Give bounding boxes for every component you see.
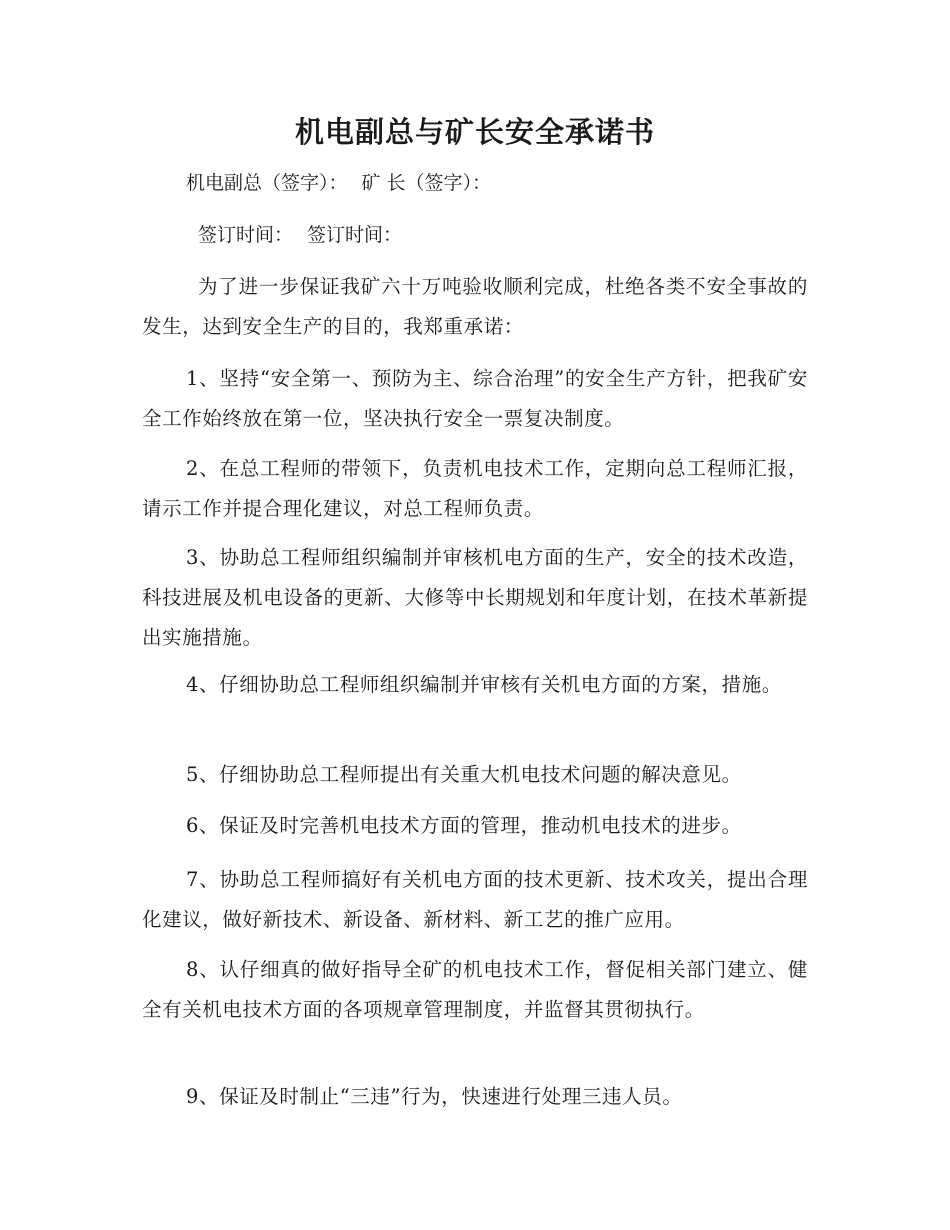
signature-row (186, 170, 491, 196)
commitment-item-6: 6、保证及时完善机电技术方面的管理，推动机电技术的进步。 (186, 814, 742, 837)
document-title: 机电副总与矿长安全承诺书 (294, 115, 655, 149)
mine-director-signature-label: 矿 长（签字）： (361, 172, 492, 194)
commitment-item-2: 2、在总工程师的带领下，负责机电技术工作，定期向总工程师汇报，请示工作并提合理化建议，对总工程师负责。 (142, 457, 808, 520)
mine-director-date-label: 签订时间： (307, 224, 403, 246)
deputy-signature-label: 机电副总（签字）： (186, 172, 348, 194)
commitment-item-9: 9、保证及时制止“三违”行为，快速进行处理三违人员。 (186, 1085, 683, 1108)
intro-paragraph: 为了进一步保证我矿六十万吨验收顺利完成，杜绝各类不安全事故的发生，达到安全生产的目的，我郑重承诺： (142, 275, 808, 338)
commitment-item-4: 4、仔细协助总工程师组织编制并审核有关机电方面的方案，措施。 (186, 673, 782, 696)
deputy-date-label: 签订时间： (198, 224, 294, 246)
commitment-item-5: 5、仔细协助总工程师提出有关重大机电技术问题的解决意见。 (186, 763, 742, 786)
date-row (198, 222, 402, 248)
commitment-item-1: 1、坚持“安全第一、预防为主、综合治理”的安全生产方针，把我矿安全工作始终放在第一位，坚决执行安全一票复决制度。 (142, 367, 808, 430)
commitment-item-7: 7、协助总工程师搞好有关机电方面的技术更新、技术攻关，提出合理化建议，做好新技术、新设备、新材料、新工艺的推广应用。 (142, 868, 808, 931)
commitment-item-8: 8、认仔细真的做好指导全矿的机电技术工作，督促相关部门建立、健全有关机电技术方面的各项规章管理制度，并监督其贯彻执行。 (142, 958, 808, 1021)
commitment-item-3: 3、协助总工程师组织编制并审核机电方面的生产，安全的技术改造，科技进展及机电设备的更新、大修等中长期规划和年度计划，在技术革新提出实施措施。 (142, 546, 808, 649)
